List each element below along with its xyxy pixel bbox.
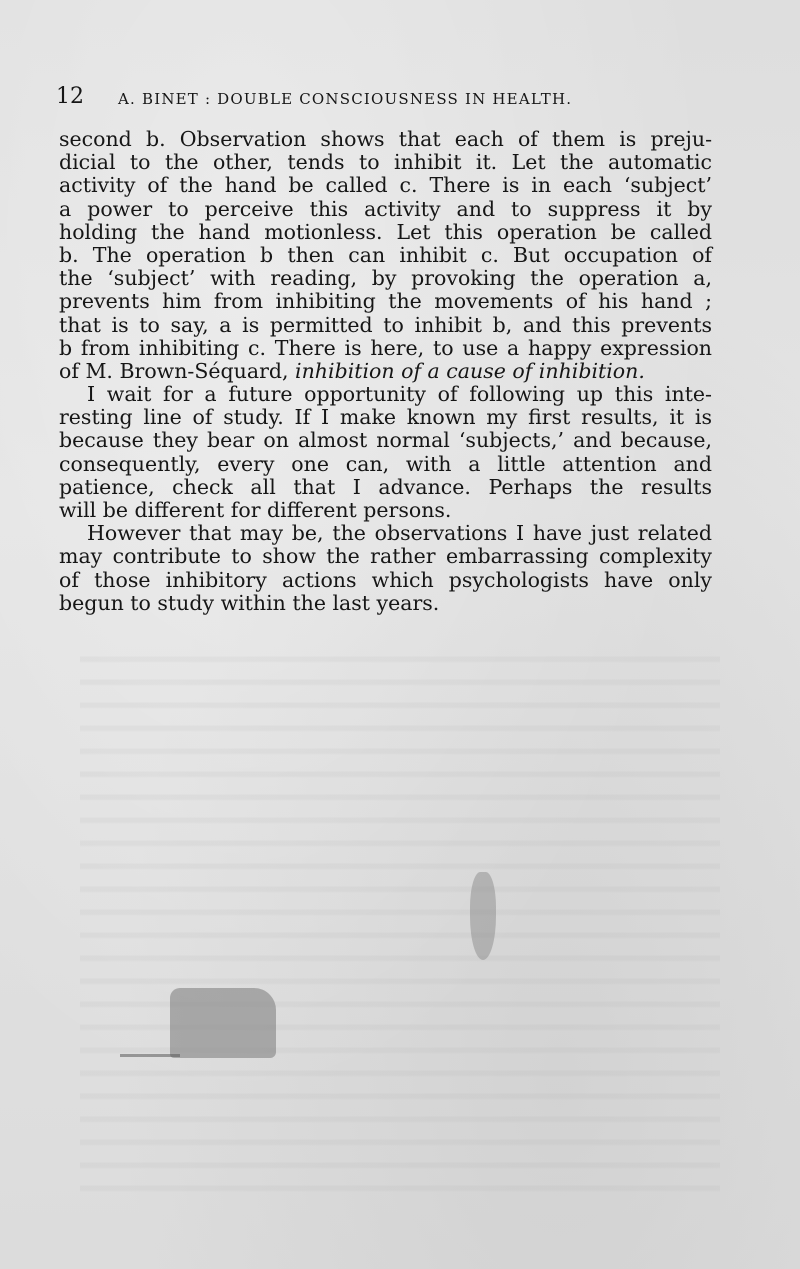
text-line: may contribute to show the rather embarrassing complexity <box>59 544 712 569</box>
text-line: of those inhibitory actions which psychologists have only <box>59 567 712 592</box>
text-line: resting line of study. If I make known my first results, it is <box>59 405 712 430</box>
italic-phrase: inhibition of a cause of inhibition. <box>295 358 645 383</box>
text-line: second b. Observation shows that each of them is preju- <box>59 127 712 151</box>
text-line: a power to perceive this activity and to suppress it by <box>59 196 712 221</box>
text-line <box>59 360 712 383</box>
text-line: activity of the hand be called c. There is in each ‘subject’ <box>59 173 712 198</box>
text-line: will be different for different persons. <box>59 498 452 522</box>
text-line: b from inhibiting c. There is here, to use a happy expression <box>59 335 712 360</box>
page-number: 12 <box>56 84 84 109</box>
text-segment: of M. Brown-Séquard, <box>59 358 289 383</box>
text-line: because they bear on almost normal ‘subjects,’ and because, <box>59 428 712 453</box>
paragraph-first-line: However that may be, the observations I have just related <box>87 521 712 546</box>
page-header <box>56 84 716 114</box>
bleed-through-shadow <box>80 640 720 1200</box>
text-line: patience, check all that I advance. Perhaps the results <box>59 474 712 499</box>
text-line: dicial to the other, tends to inhibit it. Let the automatic <box>59 150 712 175</box>
text-line: consequently, every one can, with a little attention and <box>59 451 712 476</box>
text-line: prevents him from inhibiting the movements of his hand ; <box>59 289 712 314</box>
ink-drip <box>470 872 496 960</box>
body-text <box>59 128 712 615</box>
paragraph-first-line: I wait for a future opportunity of following up this inte- <box>87 382 712 407</box>
text-line: holding the hand motionless. Let this operation be called <box>59 219 712 244</box>
pencil-mark <box>120 1054 180 1057</box>
running-head: A. BINET : DOUBLE CONSCIOUSNESS IN HEALTH. <box>118 90 573 108</box>
text-line: that is to say, a is permitted to inhibit b, and this prevents <box>59 312 712 337</box>
text-line: the ‘subject’ with reading, by provoking the operation a, <box>59 266 712 291</box>
text-line: begun to study within the last years. <box>59 590 440 615</box>
text-line: b. The operation b then can inhibit c. But occupation of <box>59 242 712 267</box>
ink-stain <box>170 988 276 1058</box>
